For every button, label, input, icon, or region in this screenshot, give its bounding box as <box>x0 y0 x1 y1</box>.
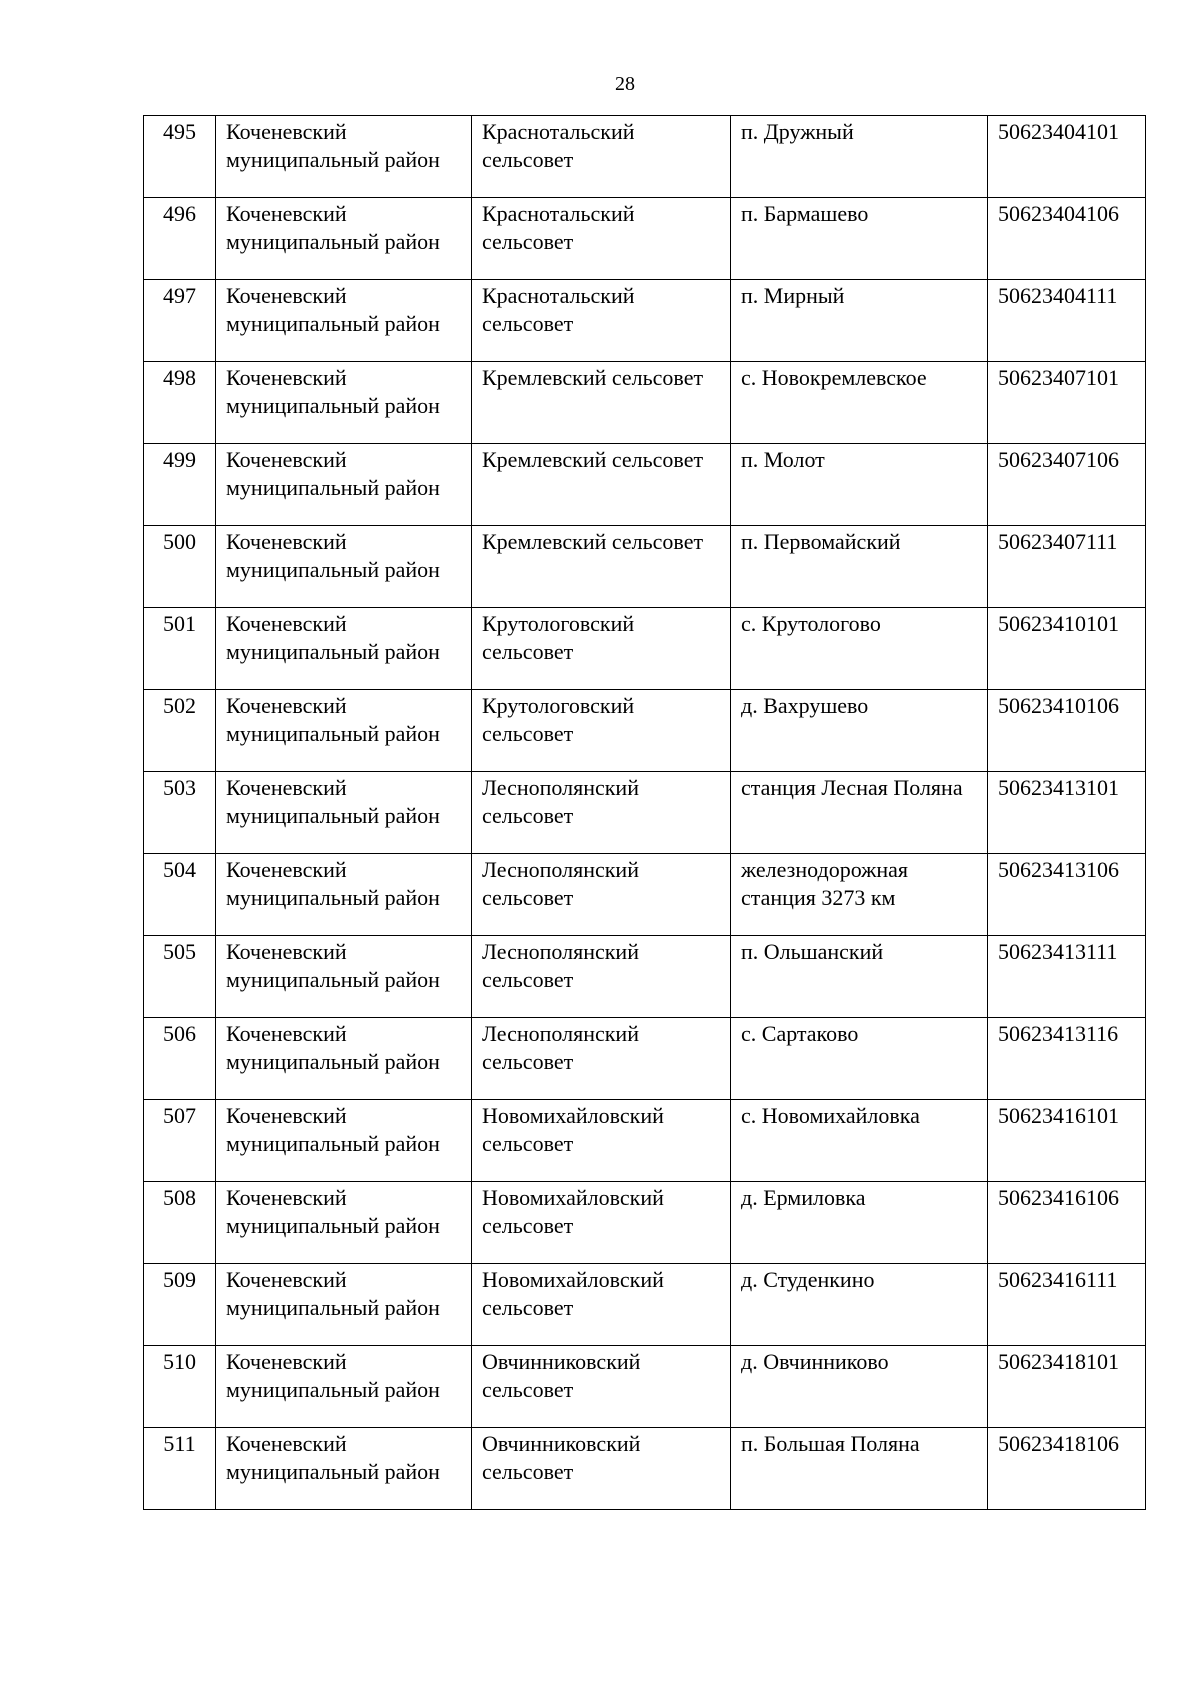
code-cell: 50623416101 <box>988 1100 1146 1182</box>
district-cell: Коченевский муниципальный район <box>216 362 472 444</box>
code-cell: 50623404106 <box>988 198 1146 280</box>
council-cell: Краснотальский сельсовет <box>472 116 731 198</box>
district-cell: Коченевский муниципальный район <box>216 116 472 198</box>
district-cell: Коченевский муниципальный район <box>216 1182 472 1264</box>
table-row <box>144 608 1146 690</box>
row-number-cell: 502 <box>144 690 216 772</box>
table-row <box>144 1346 1146 1428</box>
code-cell: 50623407111 <box>988 526 1146 608</box>
district-cell: Коченевский муниципальный район <box>216 280 472 362</box>
settlement-cell: д. Ермиловка <box>731 1182 988 1264</box>
code-cell: 50623407106 <box>988 444 1146 526</box>
settlements-table <box>143 115 1146 1510</box>
district-cell: Коченевский муниципальный район <box>216 1346 472 1428</box>
table-row <box>144 1428 1146 1510</box>
district-cell: Коченевский муниципальный район <box>216 608 472 690</box>
row-number-cell: 509 <box>144 1264 216 1346</box>
code-cell: 50623416111 <box>988 1264 1146 1346</box>
settlement-cell: п. Ольшанский <box>731 936 988 1018</box>
row-number-cell: 507 <box>144 1100 216 1182</box>
council-cell: Крутологовский сельсовет <box>472 608 731 690</box>
council-cell: Краснотальский сельсовет <box>472 198 731 280</box>
district-cell: Коченевский муниципальный район <box>216 854 472 936</box>
table-row <box>144 772 1146 854</box>
settlement-cell: с. Новомихайловка <box>731 1100 988 1182</box>
code-cell: 50623413101 <box>988 772 1146 854</box>
row-number-cell: 501 <box>144 608 216 690</box>
settlement-cell: железнодорожная станция 3273 км <box>731 854 988 936</box>
table-row <box>144 444 1146 526</box>
table-row <box>144 198 1146 280</box>
council-cell: Леснополянский сельсовет <box>472 772 731 854</box>
council-cell: Овчинниковский сельсовет <box>472 1428 731 1510</box>
settlement-cell: д. Вахрушево <box>731 690 988 772</box>
table-row <box>144 1018 1146 1100</box>
row-number-cell: 500 <box>144 526 216 608</box>
district-cell: Коченевский муниципальный район <box>216 526 472 608</box>
table-row <box>144 1264 1146 1346</box>
code-cell: 50623418101 <box>988 1346 1146 1428</box>
table-row <box>144 526 1146 608</box>
table-row <box>144 116 1146 198</box>
row-number-cell: 510 <box>144 1346 216 1428</box>
row-number-cell: 495 <box>144 116 216 198</box>
settlement-cell: д. Студенкино <box>731 1264 988 1346</box>
row-number-cell: 499 <box>144 444 216 526</box>
council-cell: Новомихайловский сельсовет <box>472 1264 731 1346</box>
district-cell: Коченевский муниципальный район <box>216 1428 472 1510</box>
row-number-cell: 503 <box>144 772 216 854</box>
code-cell: 50623413116 <box>988 1018 1146 1100</box>
settlement-cell: д. Овчинниково <box>731 1346 988 1428</box>
settlement-cell: п. Большая Поляна <box>731 1428 988 1510</box>
row-number-cell: 498 <box>144 362 216 444</box>
code-cell: 50623413106 <box>988 854 1146 936</box>
council-cell: Кремлевский сельсовет <box>472 444 731 526</box>
council-cell: Леснополянский сельсовет <box>472 936 731 1018</box>
district-cell: Коченевский муниципальный район <box>216 690 472 772</box>
council-cell: Овчинниковский сельсовет <box>472 1346 731 1428</box>
settlement-cell: станция Лесная Поляна <box>731 772 988 854</box>
code-cell: 50623410101 <box>988 608 1146 690</box>
code-cell: 50623418106 <box>988 1428 1146 1510</box>
row-number-cell: 511 <box>144 1428 216 1510</box>
row-number-cell: 506 <box>144 1018 216 1100</box>
settlement-cell: с. Сартаково <box>731 1018 988 1100</box>
council-cell: Новомихайловский сельсовет <box>472 1182 731 1264</box>
council-cell: Леснополянский сельсовет <box>472 1018 731 1100</box>
council-cell: Новомихайловский сельсовет <box>472 1100 731 1182</box>
row-number-cell: 497 <box>144 280 216 362</box>
district-cell: Коченевский муниципальный район <box>216 444 472 526</box>
table-row <box>144 362 1146 444</box>
council-cell: Кремлевский сельсовет <box>472 526 731 608</box>
row-number-cell: 505 <box>144 936 216 1018</box>
table-row <box>144 936 1146 1018</box>
code-cell: 50623404101 <box>988 116 1146 198</box>
settlement-cell: п. Первомайский <box>731 526 988 608</box>
code-cell: 50623404111 <box>988 280 1146 362</box>
district-cell: Коченевский муниципальный район <box>216 772 472 854</box>
table-row <box>144 280 1146 362</box>
table-row <box>144 690 1146 772</box>
table-row <box>144 854 1146 936</box>
district-cell: Коченевский муниципальный район <box>216 198 472 280</box>
settlement-cell: п. Дружный <box>731 116 988 198</box>
settlement-cell: с. Крутологово <box>731 608 988 690</box>
table-row <box>144 1100 1146 1182</box>
council-cell: Крутологовский сельсовет <box>472 690 731 772</box>
settlement-cell: п. Молот <box>731 444 988 526</box>
settlement-cell: с. Новокремлевское <box>731 362 988 444</box>
code-cell: 50623410106 <box>988 690 1146 772</box>
council-cell: Краснотальский сельсовет <box>472 280 731 362</box>
district-cell: Коченевский муниципальный район <box>216 1018 472 1100</box>
code-cell: 50623416106 <box>988 1182 1146 1264</box>
settlement-cell: п. Мирный <box>731 280 988 362</box>
settlement-cell: п. Бармашево <box>731 198 988 280</box>
district-cell: Коченевский муниципальный район <box>216 1100 472 1182</box>
council-cell: Леснополянский сельсовет <box>472 854 731 936</box>
row-number-cell: 504 <box>144 854 216 936</box>
code-cell: 50623413111 <box>988 936 1146 1018</box>
district-cell: Коченевский муниципальный район <box>216 1264 472 1346</box>
table-body <box>144 116 1146 1510</box>
code-cell: 50623407101 <box>988 362 1146 444</box>
council-cell: Кремлевский сельсовет <box>472 362 731 444</box>
page-number: 28 <box>615 73 635 95</box>
table-row <box>144 1182 1146 1264</box>
row-number-cell: 508 <box>144 1182 216 1264</box>
district-cell: Коченевский муниципальный район <box>216 936 472 1018</box>
row-number-cell: 496 <box>144 198 216 280</box>
